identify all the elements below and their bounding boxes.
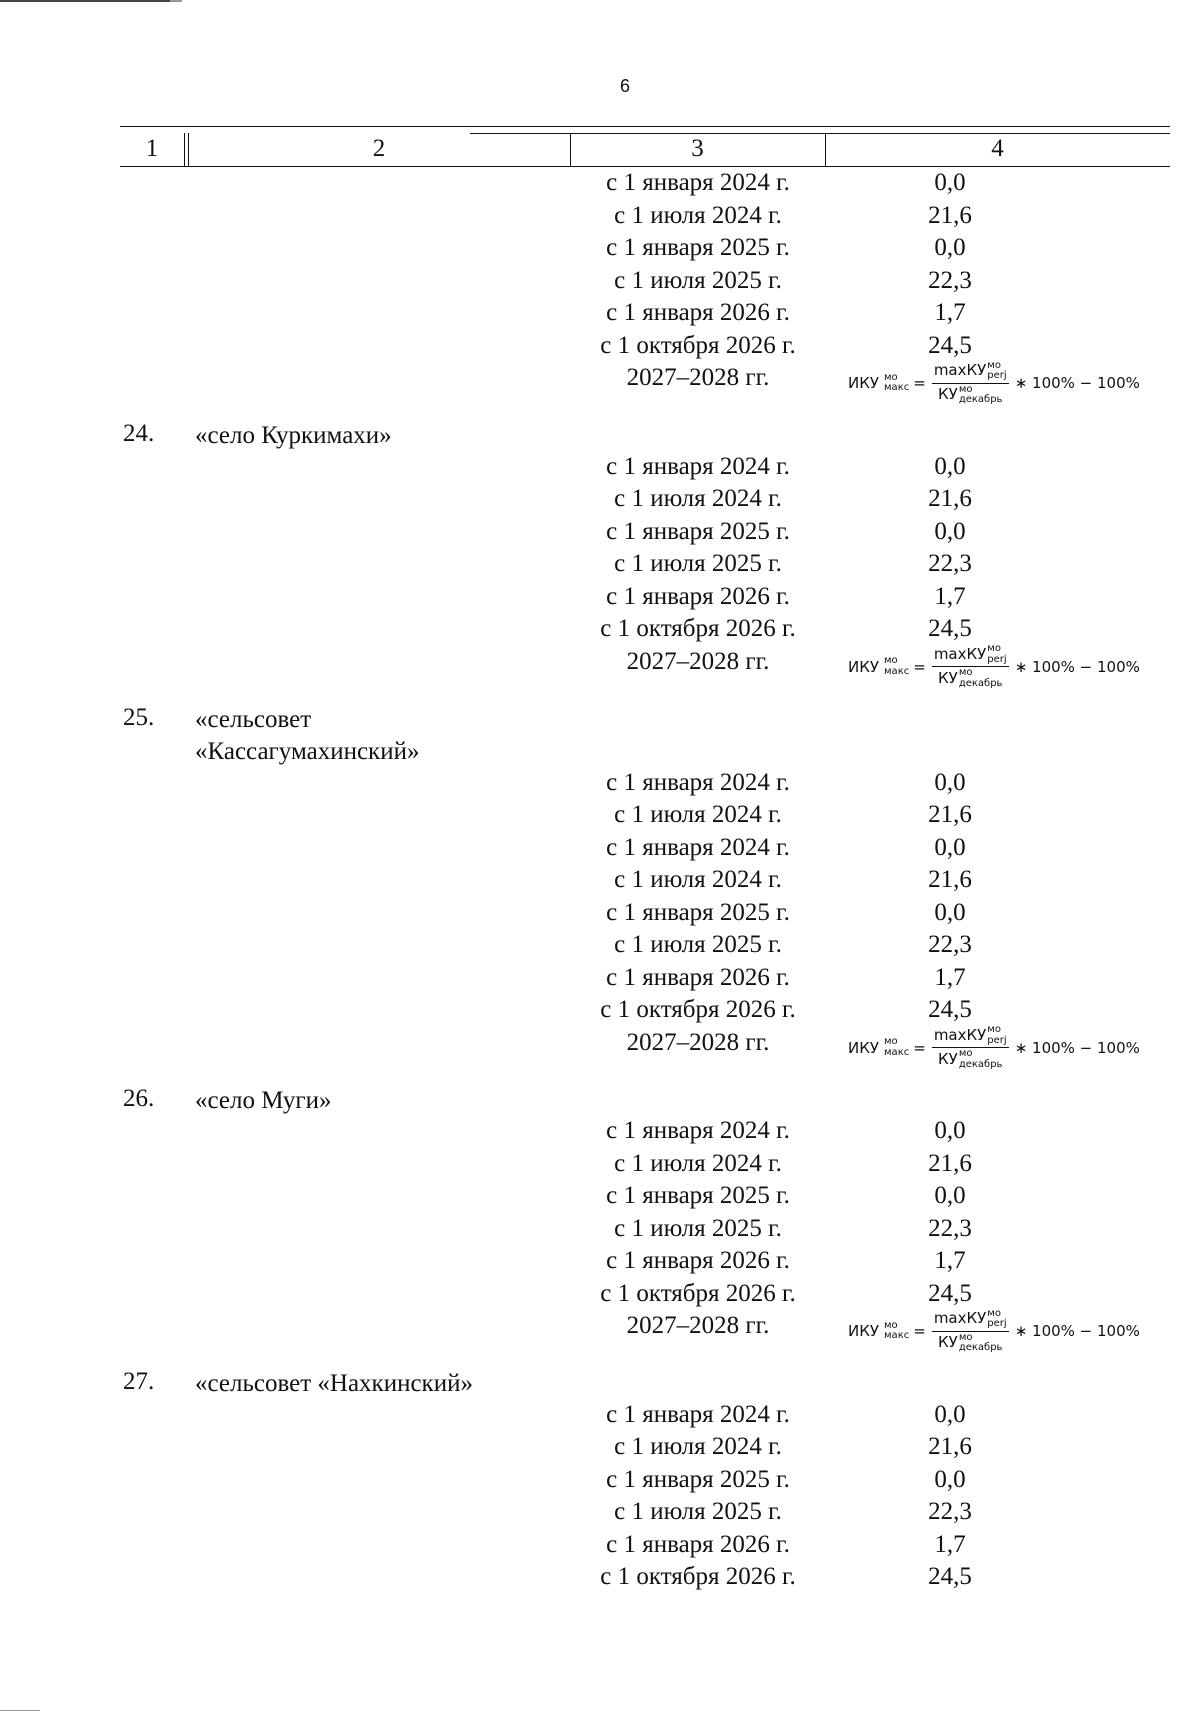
period-cell: с 1 января 2024 г. bbox=[606, 452, 790, 480]
value-cell: 0,0 bbox=[934, 234, 966, 261]
period-cell: с 1 января 2024 г. bbox=[606, 169, 790, 196]
period-cell: с 1 января 2026 г. bbox=[606, 1247, 790, 1274]
table-row bbox=[0, 1212, 1200, 1245]
formula-den-sup: мо bbox=[958, 1331, 973, 1343]
formula-ikumax bbox=[848, 1022, 1140, 1074]
value-cell: 24,5 bbox=[928, 1563, 972, 1590]
formula-den-sup: мо bbox=[958, 383, 973, 395]
formula-lhs-sup: мо bbox=[884, 1319, 898, 1331]
value-cell: 22,3 bbox=[928, 550, 972, 577]
header-col-3: 3 bbox=[691, 135, 704, 162]
table-row bbox=[0, 766, 1200, 799]
formula-denominator bbox=[936, 1048, 1004, 1070]
period-cell: 2027–2028 гг. bbox=[626, 647, 770, 675]
scan-edge-bottom-left bbox=[0, 1710, 40, 1711]
formula-num-sub: perj bbox=[987, 370, 1007, 381]
table-row bbox=[0, 231, 1200, 264]
entry-number: 26. bbox=[123, 1084, 155, 1112]
formula-numerator bbox=[932, 1025, 1009, 1048]
formula-tail: ∗ 100% − 100% bbox=[1014, 657, 1140, 676]
period-cell: с 1 июля 2025 г. bbox=[614, 266, 782, 294]
table-row bbox=[0, 1398, 1200, 1431]
table-row bbox=[0, 1114, 1200, 1147]
table-body bbox=[0, 166, 1200, 1593]
entry-name: «сельсовет «Нахкинский» bbox=[195, 1370, 473, 1397]
value-cell: 1,7 bbox=[934, 1530, 966, 1558]
period-cell: с 1 июля 2025 г. bbox=[614, 550, 782, 577]
value-cell: 21,6 bbox=[928, 866, 972, 893]
table-row bbox=[0, 580, 1200, 613]
value-cell: 21,6 bbox=[928, 801, 972, 828]
formula-fraction bbox=[932, 361, 1009, 406]
formula-fraction bbox=[932, 1025, 1009, 1070]
header-col-1: 1 bbox=[145, 135, 159, 162]
value-cell: 0,0 bbox=[934, 169, 966, 196]
formula-fraction bbox=[932, 644, 1009, 689]
table-row bbox=[0, 515, 1200, 548]
table-row bbox=[0, 296, 1200, 329]
formula-lhs-sub: макс bbox=[884, 1046, 910, 1058]
value-cell: 0,0 bbox=[934, 768, 966, 796]
formula-den-sup: мо bbox=[958, 667, 973, 678]
formula-num-sup: мо bbox=[987, 1307, 1001, 1319]
formula-lhs-index bbox=[884, 656, 909, 677]
period-cell: с 1 января 2024 г. bbox=[606, 833, 790, 861]
value-cell: 0,0 bbox=[934, 452, 966, 480]
table-row-final bbox=[0, 1309, 1200, 1357]
formula-ikumax bbox=[848, 357, 1140, 409]
formula-den-main: КУ bbox=[938, 1333, 958, 1352]
entry-name-line-2: «Кассагумахинский» bbox=[195, 737, 420, 765]
formula-num-index bbox=[987, 1309, 1006, 1330]
formula-den-sub: декабрь bbox=[958, 1058, 1003, 1070]
formula-den-sub: декабрь bbox=[958, 1342, 1003, 1353]
formula-numerator bbox=[932, 1309, 1009, 1332]
period-cell: 2027–2028 гг. bbox=[626, 364, 770, 391]
formula-lhs-sub: макс bbox=[884, 382, 910, 393]
formula-num-main: maxКУ bbox=[933, 644, 987, 663]
period-cell: с 1 июля 2024 г. bbox=[614, 801, 782, 828]
value-cell: 24,5 bbox=[928, 1279, 972, 1307]
table-row bbox=[0, 928, 1200, 961]
table-row bbox=[0, 1528, 1200, 1561]
value-cell: 24,5 bbox=[928, 996, 972, 1023]
formula-denominator bbox=[936, 1332, 1004, 1354]
formula-den-sub: декабрь bbox=[958, 394, 1003, 405]
period-cell: с 1 января 2025 г. bbox=[606, 517, 790, 545]
value-cell: 21,6 bbox=[928, 485, 972, 512]
period-cell: с 1 июля 2024 г. bbox=[614, 1433, 782, 1460]
formula-lhs-index bbox=[884, 1321, 909, 1342]
period-cell: с 1 октября 2026 г. bbox=[600, 1563, 796, 1590]
formula-equals: = bbox=[913, 374, 926, 392]
table-row bbox=[0, 1244, 1200, 1277]
period-cell: с 1 июля 2024 г. bbox=[614, 866, 782, 893]
table-row bbox=[0, 863, 1200, 896]
formula-equals: = bbox=[913, 1322, 926, 1340]
entry-name: «село Муги» bbox=[195, 1086, 332, 1114]
table-row-final bbox=[0, 361, 1200, 409]
table-row bbox=[0, 896, 1200, 929]
value-cell: 1,7 bbox=[934, 299, 966, 326]
period-cell: с 1 октября 2026 г. bbox=[600, 331, 796, 359]
period-cell: с 1 января 2025 г. bbox=[606, 1465, 790, 1493]
period-cell: с 1 января 2025 г. bbox=[606, 1182, 790, 1209]
formula-lhs: ИКУ bbox=[848, 1322, 880, 1340]
table-row bbox=[0, 1179, 1200, 1212]
period-cell: с 1 октября 2026 г. bbox=[600, 996, 796, 1023]
value-cell: 1,7 bbox=[934, 963, 966, 991]
table-row bbox=[0, 1560, 1200, 1593]
entry-heading-row bbox=[0, 1365, 1200, 1398]
entry-number: 24. bbox=[123, 420, 155, 447]
entry-name: «село Куркимахи» bbox=[195, 422, 392, 449]
entry-number: 25. bbox=[123, 703, 155, 731]
entry-name-line-1: «сельсовет bbox=[195, 705, 312, 733]
table-row-final bbox=[0, 645, 1200, 693]
value-cell: 1,7 bbox=[934, 1247, 966, 1274]
period-cell: с 1 октября 2026 г. bbox=[600, 615, 796, 642]
formula-lhs-sup: мо bbox=[884, 655, 898, 666]
period-cell: 2027–2028 гг. bbox=[626, 1312, 770, 1339]
period-cell: с 1 июля 2024 г. bbox=[614, 1149, 782, 1177]
table-row bbox=[0, 831, 1200, 864]
period-cell: с 1 июля 2025 г. bbox=[614, 931, 782, 958]
table-row-final bbox=[0, 1026, 1200, 1074]
table-row bbox=[0, 798, 1200, 831]
value-cell: 0,0 bbox=[934, 1400, 966, 1428]
formula-ikumax bbox=[848, 1305, 1140, 1357]
formula-den-sup: мо bbox=[958, 1048, 973, 1059]
entry-heading-row bbox=[0, 1082, 1200, 1115]
header-inner-rule bbox=[470, 133, 1170, 134]
value-cell: 0,0 bbox=[934, 1117, 966, 1144]
table-row bbox=[0, 166, 1200, 199]
value-cell: 24,5 bbox=[928, 615, 972, 642]
table-row bbox=[0, 1430, 1200, 1463]
formula-denominator bbox=[936, 384, 1004, 406]
formula-num-sup: мо bbox=[987, 1024, 1001, 1035]
formula-num-index bbox=[987, 644, 1006, 665]
formula-den-main: КУ bbox=[938, 1049, 958, 1068]
header-col-2: 2 bbox=[372, 135, 386, 162]
formula-numerator bbox=[932, 644, 1009, 667]
table-row bbox=[0, 199, 1200, 232]
period-cell: с 1 января 2026 г. bbox=[606, 299, 790, 326]
period-cell: с 1 октября 2026 г. bbox=[600, 1279, 796, 1307]
period-cell: с 1 января 2024 г. bbox=[606, 768, 790, 796]
formula-den-main: КУ bbox=[938, 385, 958, 404]
formula-lhs-sub: макс bbox=[884, 665, 910, 677]
table-row bbox=[0, 1495, 1200, 1528]
value-cell: 22,3 bbox=[928, 1498, 972, 1525]
scan-edge-top-right bbox=[170, 0, 182, 2]
value-cell: 22,3 bbox=[928, 266, 972, 294]
entry-heading-row bbox=[0, 417, 1200, 450]
formula-lhs-sub: макс bbox=[884, 1330, 910, 1341]
period-cell: с 1 января 2024 г. bbox=[606, 1117, 790, 1144]
entry-heading-row bbox=[0, 701, 1200, 766]
formula-equals: = bbox=[913, 1038, 926, 1057]
formula-lhs: ИКУ bbox=[848, 657, 880, 676]
entry-name bbox=[195, 704, 585, 768]
formula-num-sub: perj bbox=[987, 653, 1007, 665]
header-divider-1b bbox=[184, 133, 185, 166]
formula-num-sup: мо bbox=[987, 643, 1001, 654]
value-cell: 0,0 bbox=[934, 1182, 966, 1209]
table-row bbox=[0, 961, 1200, 994]
table-row bbox=[0, 450, 1200, 483]
formula-lhs-index bbox=[884, 1037, 909, 1058]
formula-num-main: maxКУ bbox=[933, 1025, 987, 1044]
formula-lhs-sup: мо bbox=[884, 1036, 898, 1047]
formula-ikumax bbox=[848, 641, 1140, 693]
formula-tail: ∗ 100% − 100% bbox=[1014, 374, 1140, 392]
period-cell: с 1 января 2026 г. bbox=[606, 963, 790, 991]
table-row bbox=[0, 264, 1200, 297]
value-cell: 0,0 bbox=[934, 833, 966, 861]
value-cell: 22,3 bbox=[928, 1214, 972, 1242]
value-cell: 22,3 bbox=[928, 931, 972, 958]
period-cell: с 1 июля 2024 г. bbox=[614, 201, 782, 229]
value-cell: 0,0 bbox=[934, 898, 966, 926]
formula-den-index bbox=[959, 1333, 1003, 1354]
period-cell: с 1 января 2026 г. bbox=[606, 1530, 790, 1558]
table-row bbox=[0, 482, 1200, 515]
header-top-rule bbox=[120, 126, 1170, 127]
formula-den-main: КУ bbox=[938, 668, 958, 687]
formula-tail: ∗ 100% − 100% bbox=[1014, 1322, 1140, 1340]
formula-tail: ∗ 100% − 100% bbox=[1014, 1038, 1140, 1057]
period-cell: с 1 января 2025 г. bbox=[606, 898, 790, 926]
formula-den-index bbox=[959, 668, 1003, 689]
period-cell: с 1 января 2026 г. bbox=[606, 582, 790, 610]
formula-num-sub: perj bbox=[987, 1034, 1007, 1046]
formula-num-sup: мо bbox=[987, 359, 1001, 371]
table-row bbox=[0, 1463, 1200, 1496]
value-cell: 0,0 bbox=[934, 1465, 966, 1493]
formula-lhs: ИКУ bbox=[848, 1038, 880, 1057]
formula-lhs: ИКУ bbox=[848, 374, 880, 392]
scan-edge-top-left bbox=[0, 0, 175, 2]
period-cell: с 1 июля 2025 г. bbox=[614, 1214, 782, 1242]
value-cell: 24,5 bbox=[928, 331, 972, 359]
formula-den-index bbox=[959, 385, 1003, 406]
page-number: 6 bbox=[619, 76, 630, 96]
formula-den-sub: декабрь bbox=[958, 677, 1003, 689]
formula-lhs-index bbox=[884, 373, 909, 394]
value-cell: 21,6 bbox=[928, 1433, 972, 1460]
formula-lhs-sup: мо bbox=[884, 371, 898, 383]
formula-fraction bbox=[932, 1309, 1009, 1354]
table-header bbox=[120, 126, 1170, 166]
formula-denominator bbox=[936, 667, 1004, 689]
header-col-4: 4 bbox=[991, 135, 1004, 162]
formula-den-index bbox=[959, 1049, 1003, 1070]
period-cell: с 1 января 2024 г. bbox=[606, 1400, 790, 1428]
value-cell: 1,7 bbox=[934, 582, 966, 610]
period-cell: 2027–2028 гг. bbox=[626, 1028, 770, 1056]
table-row bbox=[0, 1147, 1200, 1180]
table-row bbox=[0, 547, 1200, 580]
value-cell: 0,0 bbox=[934, 517, 966, 545]
formula-num-main: maxКУ bbox=[933, 1309, 987, 1328]
entry-number: 27. bbox=[123, 1368, 155, 1395]
formula-equals: = bbox=[913, 657, 926, 676]
period-cell: с 1 июля 2024 г. bbox=[614, 485, 782, 512]
period-cell: с 1 января 2025 г. bbox=[606, 234, 790, 261]
formula-num-index bbox=[987, 361, 1006, 382]
formula-numerator bbox=[932, 361, 1009, 384]
value-cell: 21,6 bbox=[928, 201, 972, 229]
formula-num-sub: perj bbox=[987, 1318, 1007, 1329]
value-cell: 21,6 bbox=[928, 1149, 972, 1177]
formula-num-index bbox=[987, 1025, 1006, 1046]
formula-num-main: maxКУ bbox=[933, 361, 987, 380]
period-cell: с 1 июля 2025 г. bbox=[614, 1498, 782, 1525]
